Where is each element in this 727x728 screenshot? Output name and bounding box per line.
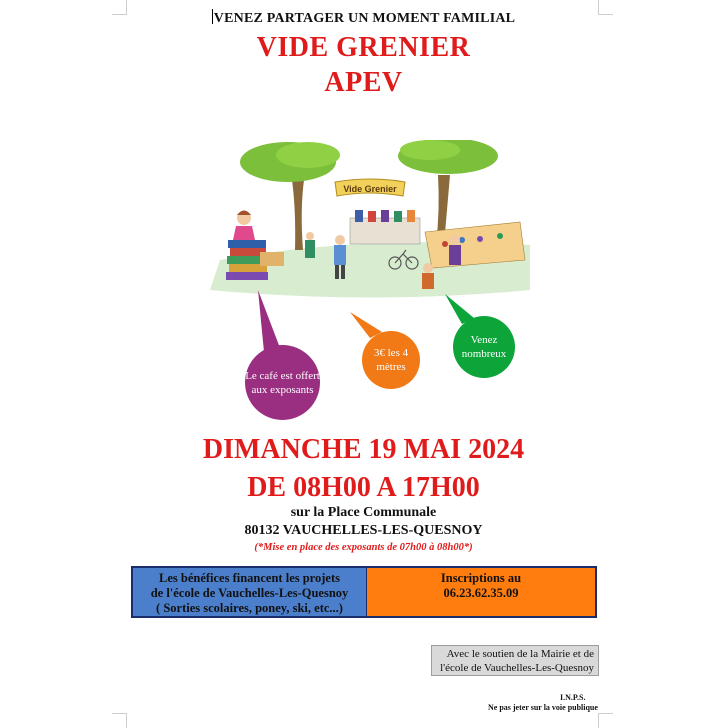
person-head xyxy=(450,235,460,245)
registration-label: Inscriptions au xyxy=(440,571,522,585)
coffee-offer-bubble xyxy=(245,345,320,420)
stall-item xyxy=(442,241,448,247)
organizer-title: APEV xyxy=(324,67,403,98)
tree-canopy-left-top xyxy=(276,142,340,168)
registration-phone: 06.23.62.35.09 xyxy=(443,586,519,600)
person-leg xyxy=(341,265,345,279)
crop-mark-bottom-left xyxy=(112,713,127,728)
event-date: DIMANCHE 19 MAI 2024 xyxy=(202,434,525,465)
price-text: 3€ les 4 mètres xyxy=(373,347,409,373)
tagline-text: VENEZ PARTAGER UN MOMENT FAMILIAL xyxy=(213,11,516,26)
benefits-panel xyxy=(133,568,366,616)
person-body xyxy=(334,245,346,265)
registration-panel xyxy=(366,568,595,616)
book xyxy=(226,272,268,280)
inps-mark: I.N.P.S. xyxy=(560,693,586,702)
stall-item xyxy=(497,233,503,239)
benefits-line: de l'école de Vauchelles-Les-Quesnoy xyxy=(150,586,349,600)
stall-item xyxy=(477,236,483,242)
support-line: Avec le soutien de la Mairie et de xyxy=(446,648,594,660)
clothes-item xyxy=(407,210,415,222)
event-place: sur la Place Communale xyxy=(290,505,437,520)
tree-trunk-left xyxy=(292,180,304,250)
benefits-line: ( Sorties scolaires, poney, ski, etc...) xyxy=(156,601,343,615)
support-line: l'école de Vauchelles-Les-Quesnoy xyxy=(440,662,594,674)
clothes-item xyxy=(381,210,389,222)
person-head xyxy=(306,232,314,240)
crop-mark-bottom-right xyxy=(598,713,613,728)
girl-dress xyxy=(233,226,255,240)
info-box xyxy=(131,566,597,618)
welcome-bubble xyxy=(453,316,515,378)
event-title: VIDE GRENIER xyxy=(256,32,471,63)
coffee-offer-text: Le café est offert aux exposants xyxy=(245,369,320,396)
event-hours: DE 08H00 A 17H00 xyxy=(247,472,480,503)
tagline xyxy=(0,9,727,27)
tree-canopy-right-top xyxy=(400,140,460,160)
support-box xyxy=(431,645,599,676)
book xyxy=(228,240,266,248)
event-town: 80132 VAUCHELLES-LES-QUESNOY xyxy=(244,523,483,538)
girl-hair xyxy=(237,211,251,216)
child-body xyxy=(422,273,434,289)
table-left xyxy=(260,252,284,266)
child-head xyxy=(423,263,433,273)
text-cursor xyxy=(212,9,213,24)
person-body xyxy=(449,245,461,265)
clothes-item xyxy=(355,210,363,222)
benefits-line: Les bénéfices financent les projets xyxy=(159,571,340,585)
person-head xyxy=(335,235,345,245)
welcome-text: Venez nombreux xyxy=(461,334,507,360)
person-body xyxy=(305,240,315,258)
setup-note: (*Mise en place des exposants de 07h00 à 08h00*) xyxy=(254,542,473,553)
purple-bubble-tail xyxy=(258,290,280,352)
price-bubble xyxy=(362,331,420,389)
banner-text: Vide Grenier xyxy=(343,184,397,194)
clothes-item xyxy=(394,211,402,222)
clothes-item xyxy=(368,211,376,222)
no-litter-notice: Ne pas jeter sur la voie publique xyxy=(488,703,598,712)
person-leg xyxy=(335,265,339,279)
